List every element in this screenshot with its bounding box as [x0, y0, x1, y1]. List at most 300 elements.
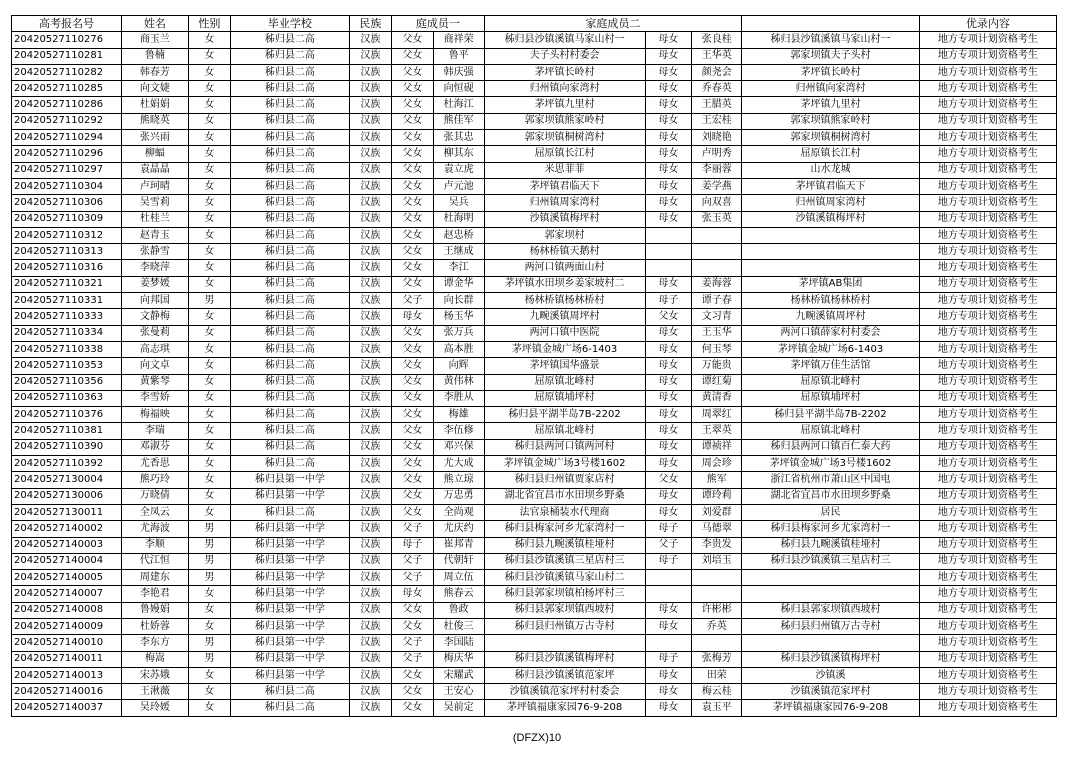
table-cell: 20420527110286 — [12, 97, 122, 113]
table-row — [12, 178, 1057, 194]
table-cell: 秭归县二高 — [231, 423, 349, 439]
table-cell: 20420527110390 — [12, 439, 122, 455]
table-cell: 女 — [188, 504, 231, 520]
table-cell: 周会珍 — [692, 456, 742, 472]
table-row — [12, 358, 1057, 374]
table-cell: 母女 — [645, 325, 692, 341]
table-cell: 女 — [188, 586, 231, 602]
table-cell: 20420527110392 — [12, 456, 122, 472]
table-cell: 张万兵 — [433, 325, 484, 341]
table-cell: 向文卓 — [122, 358, 188, 374]
table-cell: 女 — [188, 81, 231, 97]
table-cell: 归州镇周家湾村 — [742, 195, 920, 211]
table-cell: 20420527110333 — [12, 309, 122, 325]
table-body — [12, 32, 1057, 716]
table-cell: 杜娇蓉 — [122, 618, 188, 634]
table-cell: 父女 — [392, 244, 434, 260]
table-cell: 黄紫琴 — [122, 374, 188, 390]
table-cell: 地方专项计划资格考生 — [919, 211, 1056, 227]
table-cell: 秭归县二高 — [231, 48, 349, 64]
table-cell: 秭归县二高 — [231, 146, 349, 162]
table-cell: 秭归县二高 — [231, 700, 349, 716]
table-cell: 王宏桂 — [692, 113, 742, 129]
table-cell: 何玉琴 — [692, 341, 742, 357]
table-cell: 地方专项计划资格考生 — [919, 64, 1056, 80]
table-cell: 梅福映 — [122, 407, 188, 423]
table-cell: 赵青玉 — [122, 227, 188, 243]
table-cell: 秭归县沙镇溪镇梅坪村 — [484, 651, 645, 667]
table-cell: 20420527140007 — [12, 586, 122, 602]
table-cell: 杜海江 — [433, 97, 484, 113]
table-cell: 汉族 — [349, 570, 392, 586]
header-cell: 性别 — [188, 16, 231, 32]
table-cell: 尤海波 — [122, 521, 188, 537]
table-cell: 20420527140008 — [12, 602, 122, 618]
table-cell: 20420527110316 — [12, 260, 122, 276]
table-cell: 浙江省杭州市萧山区中国电 — [742, 472, 920, 488]
table-row — [12, 521, 1057, 537]
table-cell: 父女 — [392, 456, 434, 472]
table-cell: 屈原镇埔坪村 — [484, 390, 645, 406]
table-cell: 地方专项计划资格考生 — [919, 618, 1056, 634]
table-cell: 九畹溪镇周坪村 — [484, 309, 645, 325]
table-cell: 谭子春 — [692, 293, 742, 309]
table-cell: 秭归县第一中学 — [231, 618, 349, 634]
table-cell: 李伍修 — [433, 423, 484, 439]
table-cell: 父女 — [392, 700, 434, 716]
table-cell: 吴玲媛 — [122, 700, 188, 716]
table-cell: 女 — [188, 32, 231, 48]
table-row — [12, 244, 1057, 260]
table-cell: 汉族 — [349, 390, 392, 406]
table-cell: 秭归县沙镇溪镇三星店村三 — [742, 553, 920, 569]
table-cell: 秭归县两河口镇百仁泰大药 — [742, 439, 920, 455]
table-cell — [692, 570, 742, 586]
table-row — [12, 602, 1057, 618]
table-cell: 20420527110338 — [12, 341, 122, 357]
table-cell: 父子 — [392, 553, 434, 569]
table-cell: 女 — [188, 488, 231, 504]
table-cell: 女 — [188, 211, 231, 227]
table-cell: 沙镇溪镇范家坪村村委会 — [484, 684, 645, 700]
table-cell: 秭归县二高 — [231, 32, 349, 48]
table-cell: 20420527140009 — [12, 618, 122, 634]
table-cell: 秭归县第一中学 — [231, 586, 349, 602]
table-cell: 向辉 — [433, 358, 484, 374]
table-row — [12, 586, 1057, 602]
table-cell: 邓兴保 — [433, 439, 484, 455]
table-cell: 女 — [188, 472, 231, 488]
table-cell: 20420527110306 — [12, 195, 122, 211]
table-cell: 两河口镇两面山村 — [484, 260, 645, 276]
table-cell: 母女 — [645, 602, 692, 618]
table-cell: 李瑞 — [122, 423, 188, 439]
table-cell: 袁立虎 — [433, 162, 484, 178]
table-cell: 20420527140004 — [12, 553, 122, 569]
table-cell: 郭家坝镇熊家岭村 — [742, 113, 920, 129]
header-row — [12, 16, 1057, 32]
table-cell: 女 — [188, 309, 231, 325]
table-cell: 茅坪镇AB集团 — [742, 276, 920, 292]
table-cell: 20420527140037 — [12, 700, 122, 716]
table-cell: 鲁政 — [433, 602, 484, 618]
table-cell: 汉族 — [349, 81, 392, 97]
table-cell: 秭归县沙镇溪镇马家山村二 — [484, 570, 645, 586]
table-cell: 母女 — [392, 586, 434, 602]
table-cell: 屈原镇北峰村 — [484, 374, 645, 390]
table-cell: 地方专项计划资格考生 — [919, 81, 1056, 97]
table-cell: 熊立琼 — [433, 472, 484, 488]
table-cell: 张其忠 — [433, 130, 484, 146]
table-cell: 父子 — [392, 570, 434, 586]
table-cell: 秭归县第一中学 — [231, 651, 349, 667]
table-cell: 卢明秀 — [692, 146, 742, 162]
table-cell: 母女 — [645, 178, 692, 194]
table-cell: 汉族 — [349, 276, 392, 292]
table-cell: 鲁嫚娟 — [122, 602, 188, 618]
table-cell: 母女 — [645, 618, 692, 634]
table-cell: 母女 — [645, 504, 692, 520]
table-cell: 秭归县沙镇溪镇三星店村三 — [484, 553, 645, 569]
table-cell: 秭归县归州镇万古寺村 — [742, 618, 920, 634]
table-cell: 母女 — [645, 81, 692, 97]
table-cell: 地方专项计划资格考生 — [919, 537, 1056, 553]
table-cell: 吴兵 — [433, 195, 484, 211]
table-cell: 秭归县沙镇溪镇马家山村一 — [742, 32, 920, 48]
table-cell: 秭归县第一中学 — [231, 472, 349, 488]
table-cell: 秭归县郭家坝镇柏杨坪村三 — [484, 586, 645, 602]
table-cell: 秭归县二高 — [231, 244, 349, 260]
table-cell: 李胜从 — [433, 390, 484, 406]
table-cell: 九畹溪镇周坪村 — [742, 309, 920, 325]
table-cell: 20420527110309 — [12, 211, 122, 227]
table-cell: 地方专项计划资格考生 — [919, 700, 1056, 716]
table-cell: 谭玲莉 — [692, 488, 742, 504]
table-cell: 女 — [188, 700, 231, 716]
table-cell: 王翠英 — [692, 423, 742, 439]
table-cell: 汉族 — [349, 48, 392, 64]
table-cell: 父女 — [392, 276, 434, 292]
table-cell: 母子 — [645, 521, 692, 537]
table-cell: 李顺 — [122, 537, 188, 553]
table-cell: 高本胜 — [433, 341, 484, 357]
table-row — [12, 325, 1057, 341]
table-cell: 父女 — [392, 602, 434, 618]
table-cell: 秭归县二高 — [231, 195, 349, 211]
table-cell: 父女 — [392, 146, 434, 162]
table-cell: 地方专项计划资格考生 — [919, 32, 1056, 48]
table-cell: 夫子头村村委会 — [484, 48, 645, 64]
table-cell: 20420527130011 — [12, 504, 122, 520]
table-cell: 女 — [188, 48, 231, 64]
page-footer: (DFZX)10 — [512, 732, 562, 744]
table-cell: 汉族 — [349, 504, 392, 520]
table-cell: 母女 — [645, 407, 692, 423]
table-cell: 秭归县第一中学 — [231, 537, 349, 553]
table-cell: 沙镇溪镇范家坪村 — [742, 684, 920, 700]
table-cell: 杨林桥镇杨林桥村 — [742, 293, 920, 309]
table-cell: 女 — [188, 684, 231, 700]
table-cell: 文习青 — [692, 309, 742, 325]
table-cell: 屈原镇长江村 — [742, 146, 920, 162]
table-cell: 秭归县二高 — [231, 504, 349, 520]
table-cell: 20420527110276 — [12, 32, 122, 48]
table-cell: 宋苏娥 — [122, 667, 188, 683]
table-cell: 母女 — [645, 64, 692, 80]
table-cell: 汉族 — [349, 130, 392, 146]
table-row — [12, 309, 1057, 325]
table-cell: 秭归县二高 — [231, 439, 349, 455]
table-cell: 地方专项计划资格考生 — [919, 521, 1056, 537]
table-cell — [692, 586, 742, 602]
table-cell: 周建东 — [122, 570, 188, 586]
table-cell: 母女 — [645, 276, 692, 292]
table-cell: 秭归县郭家坝镇西坡村 — [484, 602, 645, 618]
table-cell: 王玉华 — [692, 325, 742, 341]
table-cell: 汉族 — [349, 651, 392, 667]
table-cell: 汉族 — [349, 325, 392, 341]
table-cell: 地方专项计划资格考生 — [919, 439, 1056, 455]
table-cell: 父女 — [392, 81, 434, 97]
table-row — [12, 570, 1057, 586]
table-row — [12, 684, 1057, 700]
table-cell: 吴雪莉 — [122, 195, 188, 211]
table-cell: 母女 — [645, 195, 692, 211]
table-cell: 归州镇向家湾村 — [742, 81, 920, 97]
table-cell: 张玉英 — [692, 211, 742, 227]
table-cell: 父女 — [392, 472, 434, 488]
table-cell: 秭归县第一中学 — [231, 602, 349, 618]
table-cell: 秭归县第一中学 — [231, 570, 349, 586]
table-cell: 秭归县二高 — [231, 407, 349, 423]
table-cell: 田荣 — [692, 667, 742, 683]
table-cell: 秭归县二高 — [231, 97, 349, 113]
table-cell: 李艳君 — [122, 586, 188, 602]
table-cell: 梅嵩 — [122, 651, 188, 667]
table-cell: 鲁楠 — [122, 48, 188, 64]
table-cell: 秭归县归州镇贾家店村 — [484, 472, 645, 488]
table-cell: 姜海蓉 — [692, 276, 742, 292]
table-cell: 地方专项计划资格考生 — [919, 178, 1056, 194]
table-cell: 父女 — [392, 130, 434, 146]
table-cell: 黄清香 — [692, 390, 742, 406]
table-cell: 茅坪镇金城广场6-1403 — [484, 341, 645, 357]
table-cell: 秭归县郭家坝镇西坡村 — [742, 602, 920, 618]
table-cell: 父女 — [392, 178, 434, 194]
table-cell: 女 — [188, 341, 231, 357]
table-cell: 20420527110376 — [12, 407, 122, 423]
table-cell: 汉族 — [349, 537, 392, 553]
table-cell: 汉族 — [349, 32, 392, 48]
table-cell — [645, 635, 692, 651]
table-cell: 母女 — [645, 684, 692, 700]
table-cell: 20420527140002 — [12, 521, 122, 537]
table-cell: 屈原镇北峰村 — [742, 374, 920, 390]
table-cell: 20420527110353 — [12, 358, 122, 374]
table-cell: 杨林桥镇杨林桥村 — [484, 293, 645, 309]
table-cell: 女 — [188, 162, 231, 178]
table-cell: 秭归县沙镇溪镇梅坪村 — [742, 651, 920, 667]
table-cell: 秭归县二高 — [231, 178, 349, 194]
table-cell: 汉族 — [349, 113, 392, 129]
table-cell — [645, 260, 692, 276]
table-row — [12, 618, 1057, 634]
table-cell: 父子 — [392, 651, 434, 667]
table-cell: 秭归县二高 — [231, 358, 349, 374]
table-cell: 向恒砚 — [433, 81, 484, 97]
table-cell: 汉族 — [349, 146, 392, 162]
table-cell: 乔英 — [692, 618, 742, 634]
table-cell: 秭归县二高 — [231, 260, 349, 276]
table-cell: 20420527110321 — [12, 276, 122, 292]
table-cell: 宋耀武 — [433, 667, 484, 683]
table-cell: 地方专项计划资格考生 — [919, 586, 1056, 602]
table-cell: 秭归县第一中学 — [231, 667, 349, 683]
header-cell — [742, 16, 920, 32]
table-cell: 全尚观 — [433, 504, 484, 520]
table-cell: 沙镇溪镇梅坪村 — [484, 211, 645, 227]
table-cell: 父女 — [645, 472, 692, 488]
table-cell: 屈原镇长江村 — [484, 146, 645, 162]
table-cell: 李江 — [433, 260, 484, 276]
table-cell: 汉族 — [349, 488, 392, 504]
table-row — [12, 456, 1057, 472]
table-cell: 20420527140011 — [12, 651, 122, 667]
table-cell: 父女 — [392, 618, 434, 634]
table-cell: 女 — [188, 618, 231, 634]
table-cell: 刘爱群 — [692, 504, 742, 520]
table-cell: 屈原镇埔坪村 — [742, 390, 920, 406]
table-cell: 汉族 — [349, 162, 392, 178]
table-cell: 母女 — [645, 439, 692, 455]
table-cell — [645, 586, 692, 602]
table-row — [12, 488, 1057, 504]
table-cell: 鲁平 — [433, 48, 484, 64]
table-cell: 张梅芳 — [692, 651, 742, 667]
table-cell: 女 — [188, 423, 231, 439]
table-row — [12, 211, 1057, 227]
table-cell: 秭归县二高 — [231, 81, 349, 97]
table-cell: 秭归县两河口镇两河村 — [484, 439, 645, 455]
table-cell: 女 — [188, 276, 231, 292]
table-cell: 熊巧玲 — [122, 472, 188, 488]
table-cell: 母女 — [645, 341, 692, 357]
table-cell: 母女 — [392, 309, 434, 325]
table-cell: 母女 — [645, 667, 692, 683]
table-cell: 女 — [188, 227, 231, 243]
table-cell: 女 — [188, 178, 231, 194]
table-cell: 秭归县沙镇溪镇马家山村一 — [484, 32, 645, 48]
table-row — [12, 195, 1057, 211]
table-cell: 女 — [188, 456, 231, 472]
table-cell: 向文婕 — [122, 81, 188, 97]
table-cell: 山水龙城 — [742, 162, 920, 178]
table-cell: 向双喜 — [692, 195, 742, 211]
table-cell: 地方专项计划资格考生 — [919, 325, 1056, 341]
table-cell: 姜梦媛 — [122, 276, 188, 292]
table-cell: 地方专项计划资格考生 — [919, 341, 1056, 357]
table-cell: 母子 — [392, 537, 434, 553]
table-cell: 20420527110296 — [12, 146, 122, 162]
table-cell: 汉族 — [349, 684, 392, 700]
table-cell: 汉族 — [349, 260, 392, 276]
table-cell: 茅坪镇九里村 — [484, 97, 645, 113]
table-cell: 郭家坝镇夫子头村 — [742, 48, 920, 64]
header-cell: 高考报名号 — [12, 16, 122, 32]
table-row — [12, 32, 1057, 48]
table-cell: 20420527140003 — [12, 537, 122, 553]
table-cell: 母子 — [645, 651, 692, 667]
table-cell: 20420527110304 — [12, 178, 122, 194]
table-cell: 杨林桥镇天鹅村 — [484, 244, 645, 260]
table-cell: 父女 — [392, 684, 434, 700]
table-cell: 女 — [188, 374, 231, 390]
table-cell: 汉族 — [349, 439, 392, 455]
table-cell: 汉族 — [349, 195, 392, 211]
table-cell: 茅坪镇九里村 — [742, 97, 920, 113]
table-cell: 卢元池 — [433, 178, 484, 194]
table-cell — [645, 227, 692, 243]
table-cell: 张曼莉 — [122, 325, 188, 341]
table-cell: 20420527110356 — [12, 374, 122, 390]
table-cell — [742, 635, 920, 651]
table-cell: 父女 — [392, 407, 434, 423]
table-cell: 女 — [188, 602, 231, 618]
table-cell: 父女 — [392, 358, 434, 374]
table-cell: 杜海明 — [433, 211, 484, 227]
table-cell: 男 — [188, 553, 231, 569]
table-cell: 女 — [188, 113, 231, 129]
table-cell: 男 — [188, 635, 231, 651]
table-cell: 地方专项计划资格考生 — [919, 146, 1056, 162]
table-cell: 茅坪镇福康家园76-9-208 — [484, 700, 645, 716]
table-cell: 男 — [188, 651, 231, 667]
table-cell: 父子 — [645, 537, 692, 553]
table-cell: 母女 — [645, 390, 692, 406]
table-cell: 乔春英 — [692, 81, 742, 97]
table-cell: 男 — [188, 537, 231, 553]
table-cell: 李东方 — [122, 635, 188, 651]
table-row — [12, 667, 1057, 683]
table-row — [12, 553, 1057, 569]
table-row — [12, 146, 1057, 162]
table-cell: 熊佳军 — [433, 113, 484, 129]
table-row — [12, 537, 1057, 553]
table-cell: 万能贵 — [692, 358, 742, 374]
table-cell: 父女 — [392, 439, 434, 455]
table-cell: 秭归县二高 — [231, 130, 349, 146]
table-cell — [645, 244, 692, 260]
table-cell: 韩春芳 — [122, 64, 188, 80]
table-cell: 20420527110292 — [12, 113, 122, 129]
table-cell: 高志琪 — [122, 341, 188, 357]
table-cell: 尤香思 — [122, 456, 188, 472]
table-cell: 父女 — [392, 195, 434, 211]
table-cell: 地方专项计划资格考生 — [919, 488, 1056, 504]
table-cell: 郭家坝镇桐树湾村 — [742, 130, 920, 146]
table-cell: 地方专项计划资格考生 — [919, 602, 1056, 618]
table-cell: 茅坪镇金城广场3号楼1602 — [742, 456, 920, 472]
table-cell: 归州镇向家湾村 — [484, 81, 645, 97]
table-cell: 邓淑芬 — [122, 439, 188, 455]
table-cell: 秭归县第一中学 — [231, 521, 349, 537]
table-cell: 地方专项计划资格考生 — [919, 113, 1056, 129]
table-cell: 汉族 — [349, 293, 392, 309]
table-cell: 郭家坝村 — [484, 227, 645, 243]
table-cell: 姜学燕 — [692, 178, 742, 194]
table-cell: 20420527140016 — [12, 684, 122, 700]
table-cell: 梅云桂 — [692, 684, 742, 700]
